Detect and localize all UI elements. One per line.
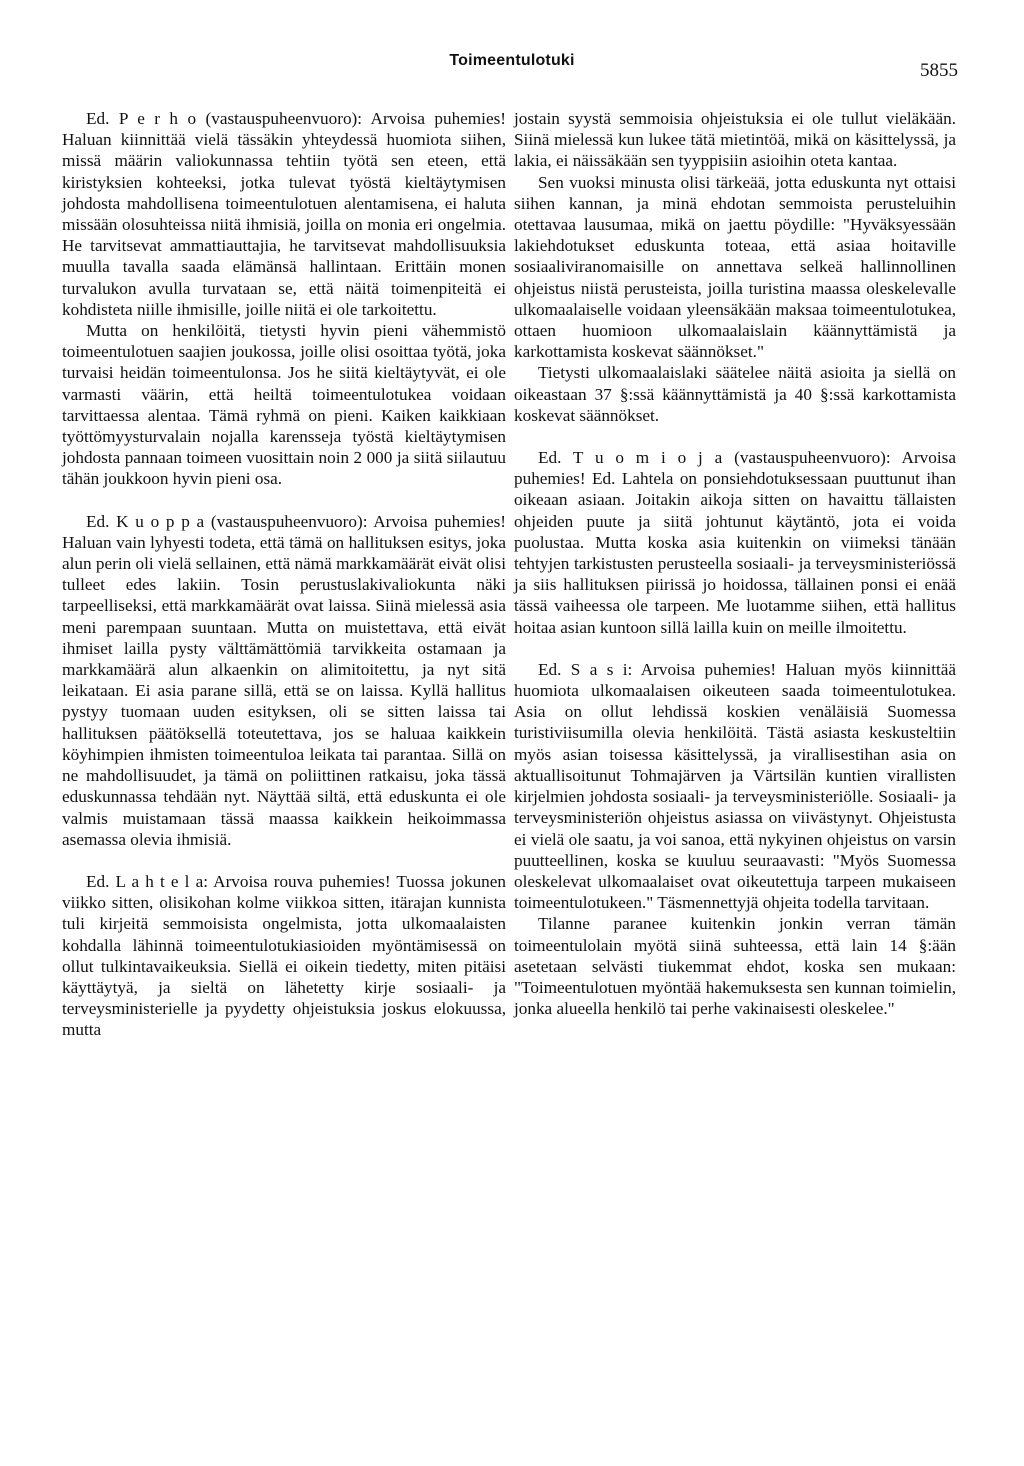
paragraph [62, 511, 506, 850]
paragraph [62, 320, 506, 490]
right-column [514, 108, 956, 1019]
paragraph [514, 362, 956, 426]
paragraph [514, 108, 956, 172]
speaker-name: K u o p p a [116, 511, 205, 531]
paragraph-text: (vastauspuheenvuoro): Arvoisa puhemies! Haluan kiinnittää vielä tässäkin yhteydessä huomiota siihen, missä määrin valiokunnassa tehtiin työtä sen eteen, että kiristyksien kohteeksi, jotka tulevat työstä kieltäytymisen johdosta mahdollisena toimeentulotuen alentamisena, ei haluta missään olosuhteissa niitä ihmisiä, joilla on monia eri ongelmia. He tarvitsevat ammattiauttajia, he tarvitsevat mahdollisuuksia muulla tavalla saada elämänsä hallintaan. Erittäin monen turvalukon avulla turvataan se, että näitä toimenpiteitä ei kohdisteta niille ihmisille, joille niitä ei ole tarkoitettu. [62, 109, 506, 319]
speaker-prefix: Ed. [86, 511, 117, 531]
paragraph-text: : Arvoisa puhemies! Haluan myös kiinnittää huomiota ulkomaalaisen oikeuteen saada toimeentulotukea. Asia on ollut lehdissä koskien venäläisiä Suomessa turistiviisumilla olevia henkilöitä. Tästä asiasta keskusteltiin myös asian toisessa käsittelyssä, ja virallisestihan asia on aktuallisoitunut Tohmajärven ja Värtsilän kuntien virallisten kirjelmien johdosta sosiaali- ja terveysministeriölle. Sosiaali- ja terveysministeriön ohjeistus asiassa on viivästynyt. Ohjeistusta ei vielä ole saatu, ja voi sanoa, että nykyinen ohjeistus on varsin puutteellinen, koska se kuuluu seuraavasti: "Myös Suomessa oleskelevat ulkomaalaiset ovat oikeutettuja tarpeen mukaiseen toimeentulotukeen." Täsmennettyjä ohjeita todella tarvitaan. [514, 659, 957, 913]
paragraph [514, 659, 956, 913]
paragraph-text: jostain syystä semmoisia ohjeistuksia ei ole tullut vieläkään. Siinä mielessä kun lukee tätä mietintöä, mikä on käsittelyssä, ja lakia, ei näissäkään sen tyyppisiin asioihin oteta kantaa. [514, 109, 956, 171]
paragraph-text: Mutta on henkilöitä, tietysti hyvin pieni vähemmistö toimeentulotuen saajien joukossa, joille olisi osoittaa työtä, joka turvaisi heidän toimeentulonsa. Jos he siitä kieltäytyvät, ei ole varmasti väärin, että heiltä toimeentulotukea voidaan tarvittaessa alentaa. Tämä ryhmä on pieni. Kaiken kaikkiaan työttömyysturvalain nojalla karensseja työstä kieltäytymisen johdosta pannaan toimeen vuosittain noin 2 000 ja siitä siilautuu tähän joukkoon hyvin pieni osa. [62, 321, 506, 489]
speaker-name: P e r h o [118, 109, 197, 128]
paragraph-text: : Arvoisa rouva puhemies! Tuossa jokunen viikko sitten, olisikohan kolme viikkoa sitten, itärajan kunnista tuli kirjeitä semmoisista ongelmista, jotta ulkomaalaisten kohdalla lähinnä toimeentulotukiasioiden myöntämisessä on ollut tulkintavaikeuksia. Siellä ei oikein tiedetty, miten pitäisi käyttäytyä, ja sieltä on lähetetty kirje sosiaali- ja terveysministerielle ja pyydetty ohjeistuksia joskus elokuussa, mutta [62, 871, 506, 1040]
speaker-prefix: Ed. [86, 109, 119, 128]
speaker-name: S a s i [570, 659, 628, 679]
page-number: 5855 [920, 60, 958, 81]
speaker-prefix: Ed. [538, 448, 573, 468]
speaker-name: T u o m i o j a [572, 448, 723, 468]
paragraph-text: (vastauspuheenvuoro): Arvoisa puhemies! Ed. Lahtela on ponsiehdotuksessaan puuttunut ihan oikeaan asiaan. Joitakin aikoja sitten on havaittu tällaisten ohjeiden puute ja siitä johtunut käytäntö, jota ei voida puolustaa. Mutta koska asia kuitenkin on viimeksi tänään tehtyjen tarkistusten perusteella sosiaali- ja terveysministeriössä ja siis hallituksen piirissä jo hoidossa, tällainen ponsi ei enää tässä vaiheessa ole tarpeen. Me luotamme siihen, että hallitus hoitaa asian kuntoon sillä lailla kuin on meille ilmoitettu. [514, 448, 956, 637]
paragraph [514, 172, 956, 363]
paragraph-text: Tietysti ulkomaalaislaki säätelee näitä asioita ja siellä on oikeastaan 37 §:ssä käännyttämistä ja 40 §:ssä karkottamista koskevat säännökset. [514, 363, 956, 425]
speaker-prefix: Ed. [538, 659, 571, 679]
speaker-prefix: Ed. [86, 871, 116, 891]
paragraph [514, 913, 956, 1019]
paragraph-text: (vastauspuheenvuoro): Arvoisa puhemies! Haluan vain lyhyesti todeta, että tämä on hallituksen esitys, joka alun perin oli vielä sellainen, että nämä markkamäärät eivät olisi tulleet edes lakiin. Tosin perustuslakivaliokunta näki tarpeelliseksi, että markkamäärät ovat laissa. Siinä mielessä asia meni parempaan suuntaan. Mutta on muistettava, että eivät ihmiset lailla pysty välttämättömiä tarvikkeita ostamaan ja markkamäärä alun alkaenkin on alimitoitettu, ja nyt sitä leikataan. Ei asia parane sillä, että se on laissa. Kyllä hallitus pystyy tuomaan uuden esityksen, oli se sitten laissa tai hallituksen päätöksellä toteutettava, jos se haluaa kaikkein köyhimpien ihmisten toimeentuloa leikata tai parantaa. Sillä on ne mahdollisuudet, ja tämä on poliittinen ratkaisu, joka tässä eduskunnassa tehdään nyt. Näyttää siltä, että eduskunta ei ole valmis muistamaan tässä maassa kaikkein heikoimmassa asemassa olevia ihmisiä. [62, 511, 506, 849]
paragraph-text: Tilanne paranee kuitenkin jonkin verran tämän toimeentulolain myötä siinä suhteessa, että lain 14 §:ään asetetaan selvästi tiukemmat ehdot, koska sen mukaan: "Toimeentulotuen myöntää hakemuksesta sen kunnan toimielin, jonka alueella henkilö tai perhe vakinaisesti oleskelee." [514, 914, 956, 1019]
running-header: Toimeentulotuki [449, 52, 575, 69]
paragraph-text: Sen vuoksi minusta olisi tärkeää, jotta eduskunta nyt ottaisi siihen kannan, ja minä ehdotan semmoista perusteluihin otettavaa lausumaa, mikä on jaettu pöydille: "Hyväksyessään lakiehdotukset eduskunta toteaa, että asiaa hoitaville sosiaaliviranomaisille on annettava selkeä hallinnollinen ohjeistus niistä perusteista, joilla turistina maassa oleskelevalle ulkomaalaiselle voidaan yleensäkään maksaa toimeentulotukea, ottaen huomioon ulkomaalaislain käännyttämistä ja karkottamista koskevat säännökset." [514, 172, 956, 362]
paragraph [62, 108, 506, 320]
paragraph [514, 447, 956, 638]
left-column [62, 108, 506, 1041]
paragraph [62, 871, 506, 1041]
speaker-name: L a h t e l a [115, 871, 204, 891]
